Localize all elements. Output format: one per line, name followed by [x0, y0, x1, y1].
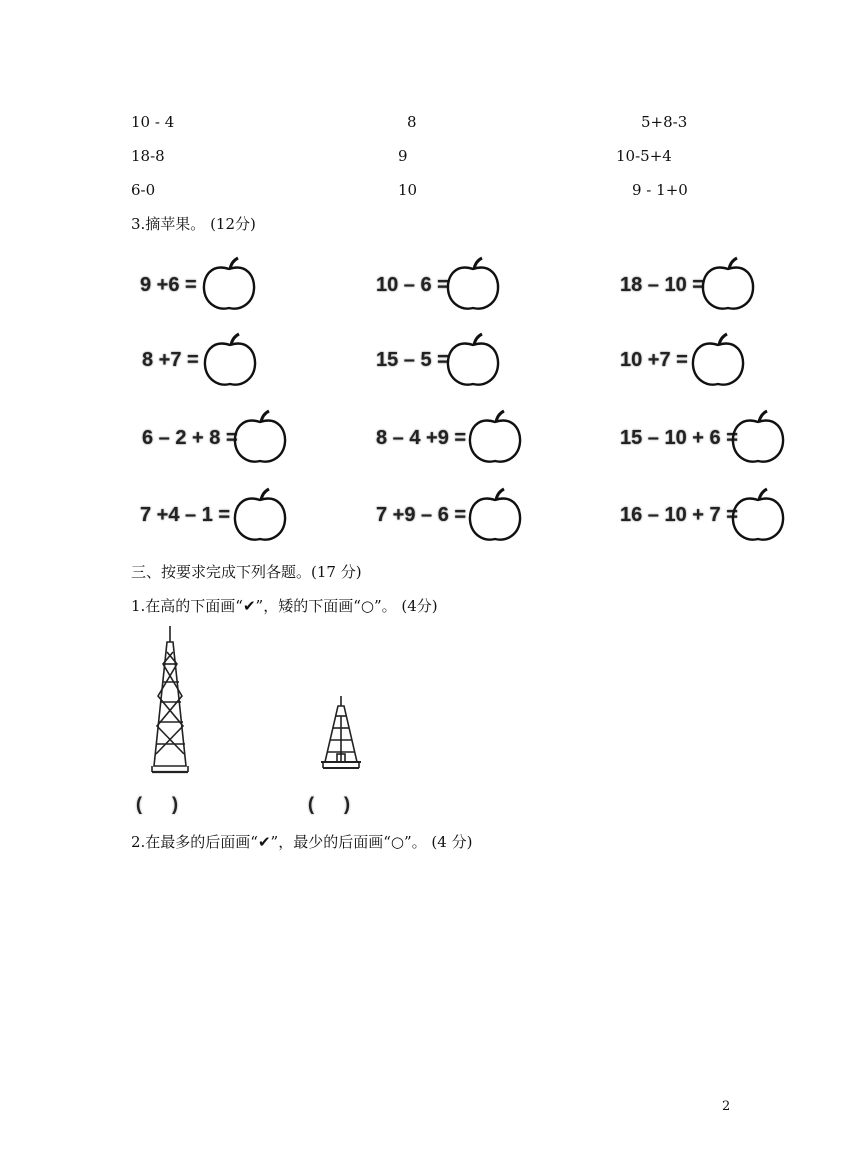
- apple-icon[interactable]: [700, 255, 756, 313]
- part3-heading: 三、按要求完成下列各题。(17 分): [131, 563, 362, 581]
- q2-text: 2.在最多的后面画“✔”，最少的后面画“○”。 (4 分): [131, 833, 473, 851]
- number-r1-c2: 8: [407, 113, 417, 131]
- apple-equation: 7 +9 – 6 =: [376, 504, 467, 526]
- apple-equation: 18 – 10 =: [620, 274, 704, 296]
- apple-icon[interactable]: [201, 255, 257, 313]
- apple-equation: 6 – 2 + 8 =: [142, 427, 238, 449]
- short-tower-icon: [319, 696, 363, 772]
- number-r3-c3: 9 - 1+0: [632, 181, 688, 199]
- apple-icon[interactable]: [730, 408, 786, 466]
- apple-equation: 10 +7 =: [620, 349, 688, 371]
- number-r3-c1: 6-0: [131, 181, 156, 199]
- number-r2-c1: 18-8: [131, 147, 165, 165]
- apple-icon[interactable]: [232, 408, 288, 466]
- apple-icon[interactable]: [232, 486, 288, 544]
- number-r2-c2: 9: [398, 147, 408, 165]
- apple-icon[interactable]: [467, 486, 523, 544]
- apple-equation: 8 – 4 +9 =: [376, 427, 467, 449]
- number-r1-c1: 10 - 4: [131, 113, 175, 131]
- apple-icon[interactable]: [690, 331, 746, 389]
- number-r2-c3: 10-5+4: [616, 147, 672, 165]
- apple-equation: 8 +7 =: [142, 349, 199, 371]
- tall-tower-icon: [150, 626, 190, 774]
- apple-icon[interactable]: [445, 331, 501, 389]
- answer-paren-tall[interactable]: ( ): [136, 794, 178, 814]
- q1-text: 1.在高的下面画“✔”，矮的下面画“○”。 (4分): [131, 597, 438, 615]
- apple-icon[interactable]: [467, 408, 523, 466]
- apple-equation: 15 – 5 =: [376, 349, 449, 371]
- apple-equation: 7 +4 – 1 =: [140, 504, 231, 526]
- section3-title: 3.摘苹果。 (12分): [131, 215, 256, 233]
- apple-equation: 16 – 10 + 7 =: [620, 504, 738, 526]
- page-number: 2: [722, 1099, 731, 1114]
- apple-equation: 9 +6 =: [140, 274, 197, 296]
- apple-equation: 15 – 10 + 6 =: [620, 427, 738, 449]
- apple-equation: 10 – 6 =: [376, 274, 449, 296]
- apple-icon[interactable]: [730, 486, 786, 544]
- number-r3-c2: 10: [398, 181, 418, 199]
- apple-icon[interactable]: [202, 331, 258, 389]
- answer-paren-short[interactable]: ( ): [308, 794, 350, 814]
- apple-icon[interactable]: [445, 255, 501, 313]
- number-r1-c3: 5+8-3: [641, 113, 688, 131]
